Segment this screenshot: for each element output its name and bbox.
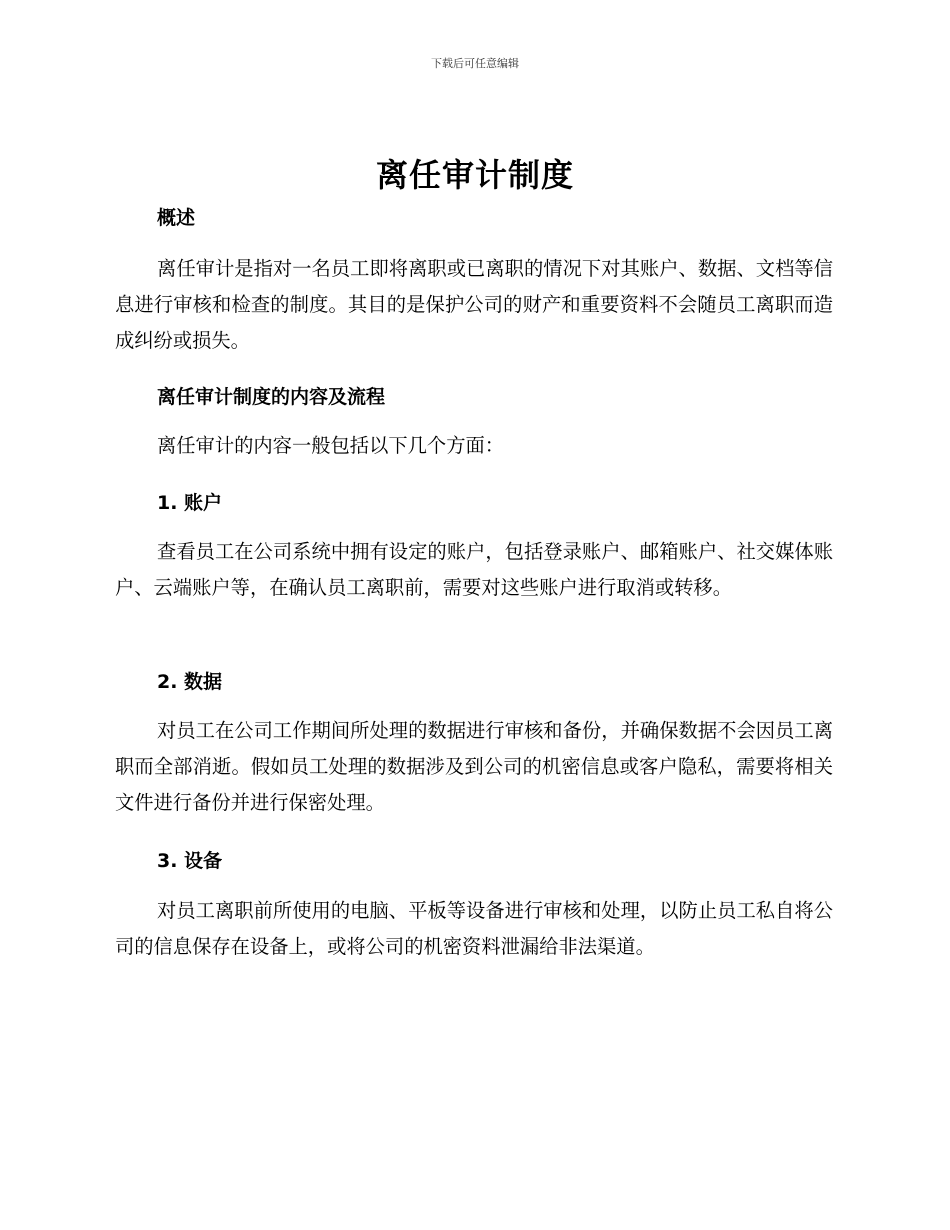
content-heading: 离任审计制度的内容及流程 (157, 386, 386, 408)
overview-paragraph: 离任审计是指对一名员工即将离职或已离职的情况下对其账户、数据、文档等信息进行审核和检查的制度。其目的是保护公司的财产和重要资料不会随员工离职而造成纠纷或损失。 (115, 257, 833, 352)
item-devices-paragraph: 对员工离职前所使用的电脑、平板等设备进行审核和处理，以防止员工私自将公司的信息保存在设备上，或将公司的机密资料泄漏给非法渠道。 (115, 899, 833, 958)
item-data-heading: 2. 数据 (157, 671, 223, 693)
item-data-paragraph: 对员工在公司工作期间所处理的数据进行审核和备份，并确保数据不会因员工离职而全部消逝。假如员工处理的数据涉及到公司的机密信息或客户隐私，需要将相关文件进行备份并进行保密处理。 (115, 719, 833, 814)
item-accounts-paragraph: 查看员工在公司系统中拥有设定的账户，包括登录账户、邮箱账户、社交媒体账户、云端账户等，在确认员工离职前，需要对这些账户进行取消或转移。 (115, 540, 833, 599)
item-accounts-heading: 1. 账户 (157, 492, 223, 514)
content-intro-paragraph: 离任审计的内容一般包括以下几个方面： (157, 434, 505, 457)
item-devices-heading: 3. 设备 (157, 850, 223, 872)
page-header-note: 下载后可任意编辑 (431, 57, 519, 70)
overview-heading: 概述 (157, 207, 196, 229)
document-title: 离任审计制度 (375, 156, 574, 194)
